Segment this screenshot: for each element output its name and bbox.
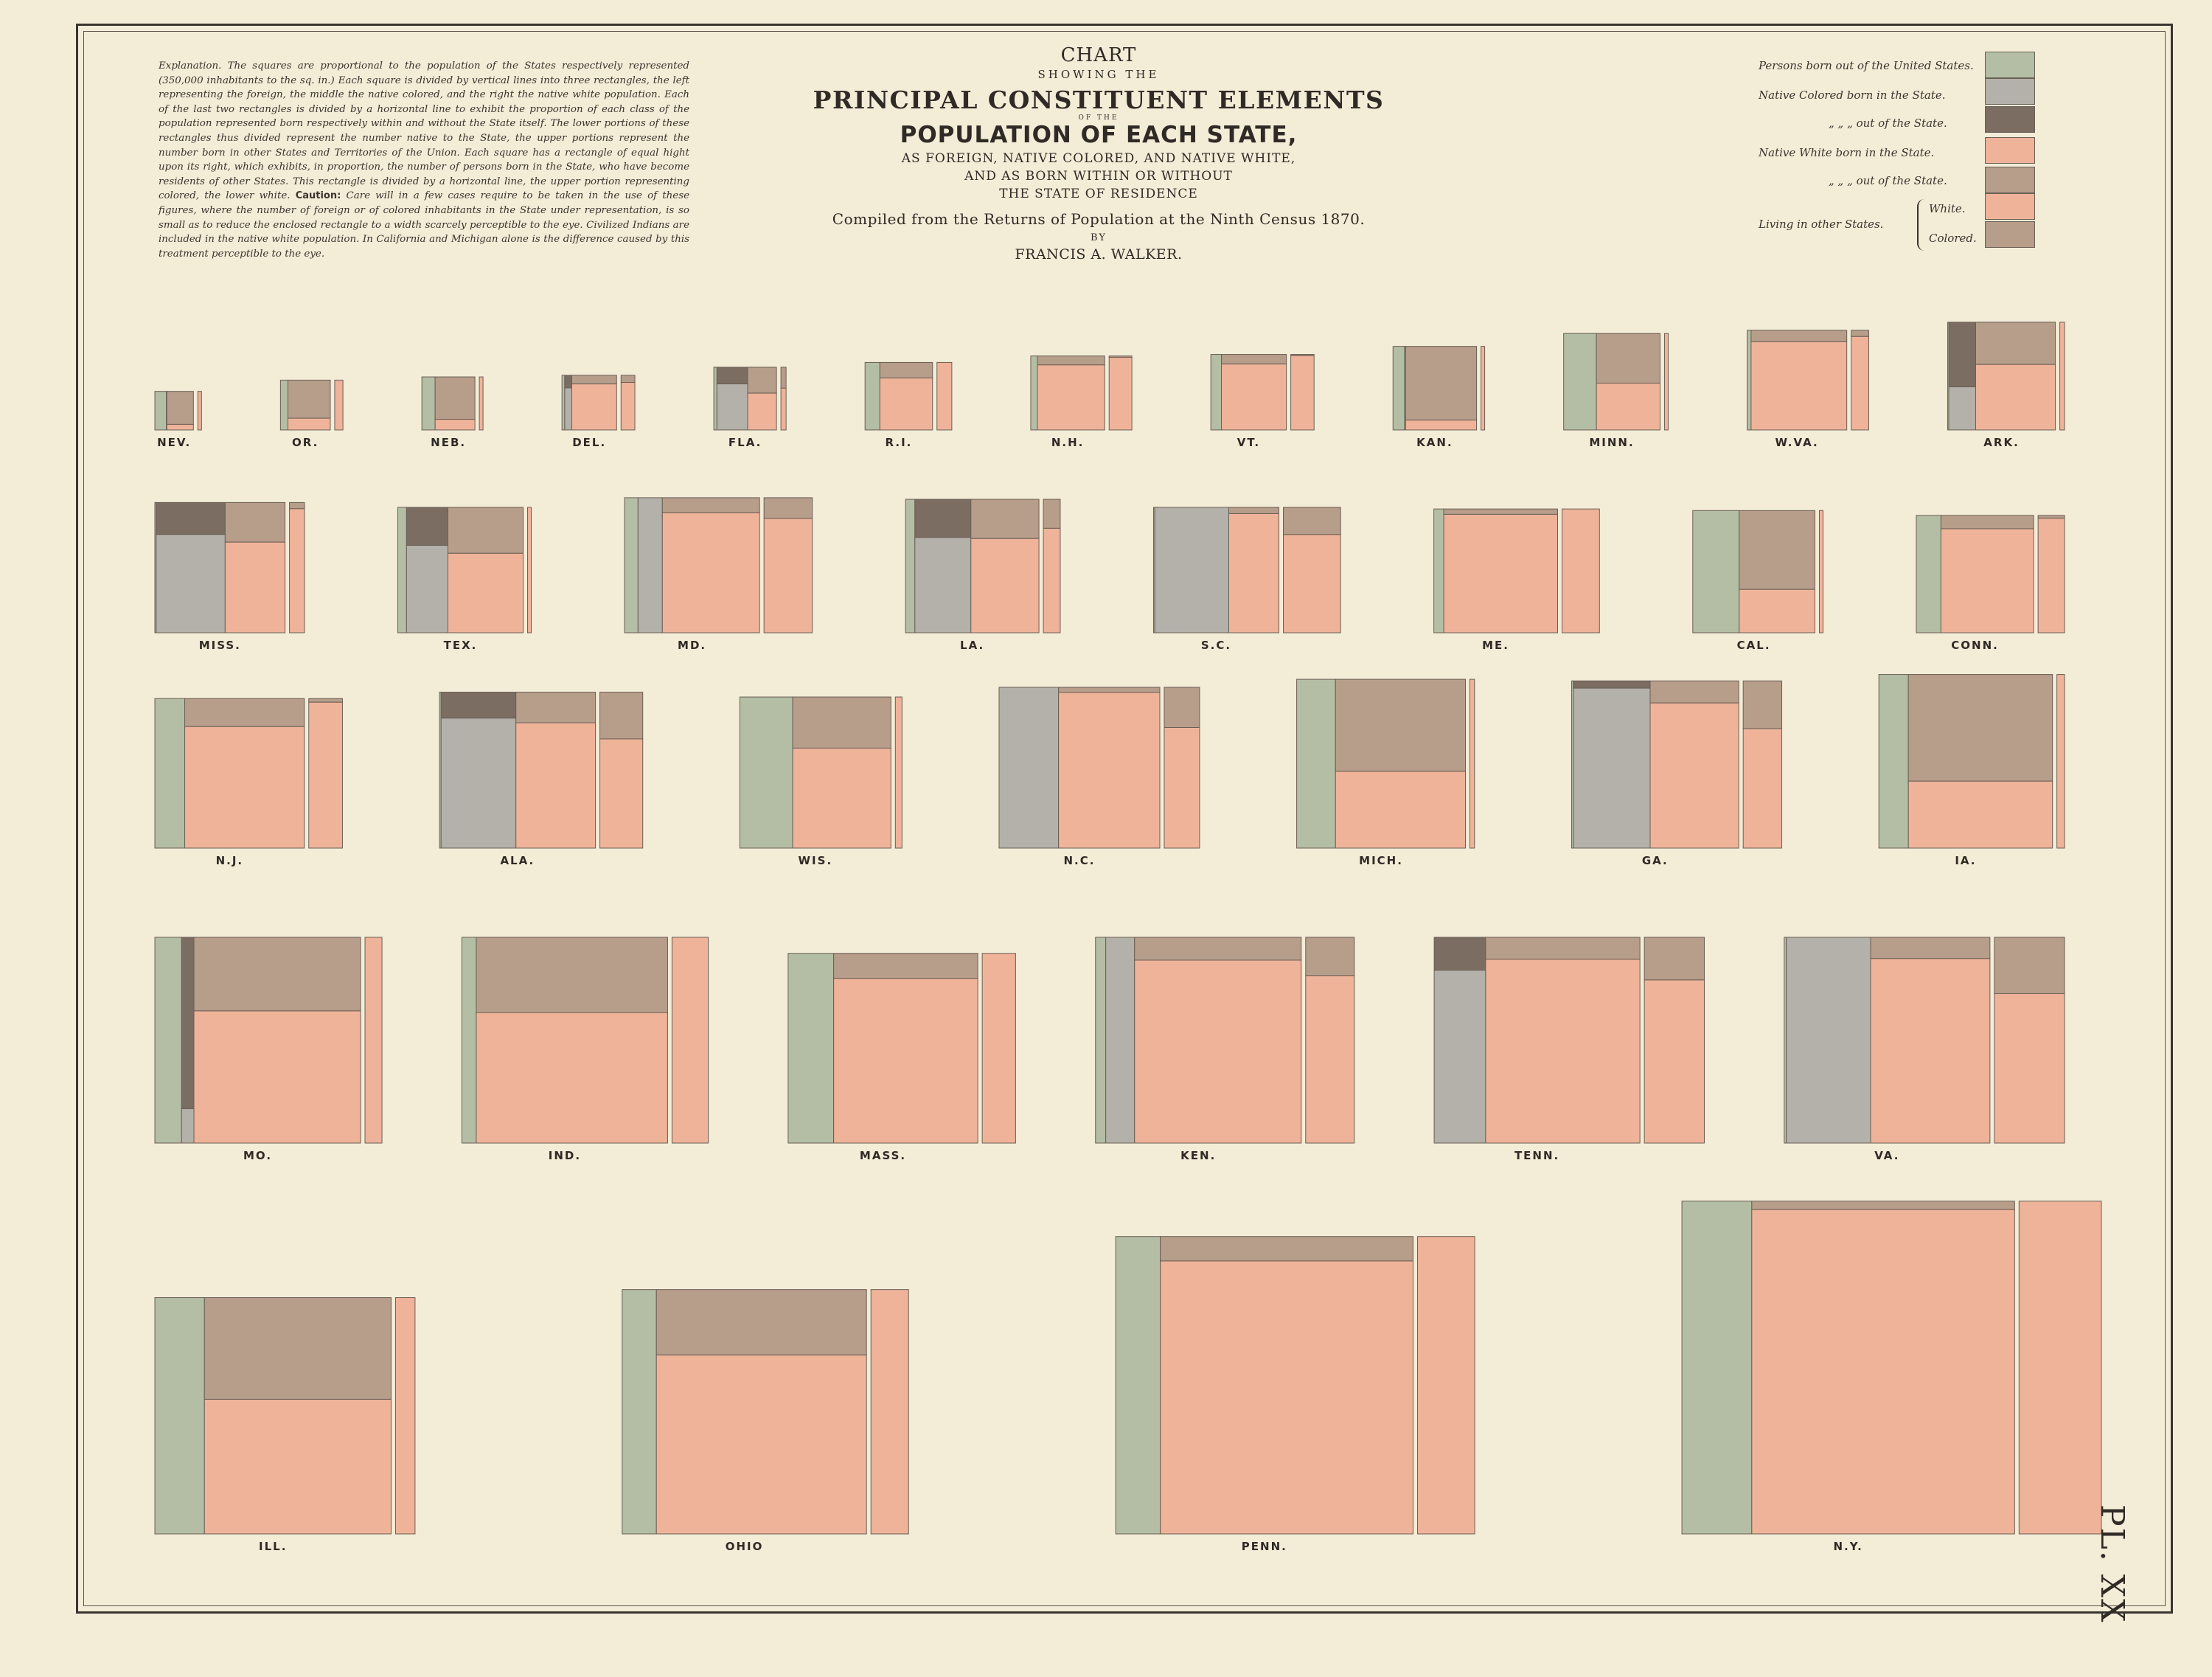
bar-emig-colored-md <box>764 498 812 518</box>
bar-foreign-neb <box>422 377 435 430</box>
bar-white-out-ga <box>1650 681 1739 703</box>
state-label-nc: N.C. <box>1063 854 1096 867</box>
bar-colored-in-va <box>1787 937 1871 1143</box>
bar-emig-white-ny <box>2019 1201 2101 1534</box>
bar-emig-colored-nc <box>1164 687 1200 728</box>
bar-white-out-sc <box>1228 507 1279 514</box>
bar-white-out-tex <box>448 507 524 553</box>
bar-white-out-ill <box>204 1298 391 1400</box>
bar-emig-white-kan <box>1481 347 1485 430</box>
bar-foreign-kan <box>1393 347 1405 430</box>
bar-colored-out-tenn <box>1434 937 1486 971</box>
bar-white-out-fla <box>748 367 776 393</box>
bar-white-out-mich <box>1335 679 1465 771</box>
bar-white-in-wva <box>1751 341 1847 430</box>
state-label-tenn: TENN. <box>1514 1149 1560 1162</box>
bar-white-out-kan <box>1405 347 1476 420</box>
state-label-ala: ALA. <box>500 854 535 867</box>
bar-foreign-minn <box>1564 333 1596 430</box>
bar-colored-in-nc <box>999 687 1059 848</box>
explanation-body: Explanation. The squares are proportional to the population of the States respectively represented (350,000 inhabitants to the sq. in.) Each square is divided by vertical lines into three rectangles, the left representing the foreign, the middle the native colored, and the right the native white population. Each of the last two rectangles is divided by a horizontal line to exhibit the proportion of each class of the population represented born respectively within and without the State itself. The lower portions of these rectangles thus divided represent the number native to the State, the upper portions represent the number born in other States and Territories of the Union. Each square has a rectangle of equal hight upon its right, which exhibits, in proportion, the number of persons born in the State, who have become residents of other States. This rectangle is divided by a horizontal line, the upper portion representing colored, the lower white. <box>159 60 689 202</box>
bar-white-in-vt <box>1222 364 1287 430</box>
bar-emig-white-nev <box>198 392 201 430</box>
state-label-or: OR. <box>292 436 319 449</box>
bar-white-in-va <box>1871 959 1990 1143</box>
state-label-ia: IA. <box>1955 854 1977 867</box>
bar-white-out-neb <box>435 377 475 420</box>
bar-colored-out-del <box>565 375 572 388</box>
title-line-3: THE STATE OF RESIDENCE <box>999 187 1198 201</box>
bar-foreign-mo <box>155 937 181 1143</box>
bar-emig-white-neb <box>479 377 483 430</box>
bar-emig-white-ri <box>937 362 952 430</box>
bar-emig-white-tex <box>528 507 532 633</box>
bar-white-out-cal <box>1739 510 1815 589</box>
state-label-ken: KEN. <box>1180 1149 1217 1162</box>
legend-label-foreign: Persons born out of the United States. <box>1759 59 1974 72</box>
title-compiled: Compiled from the Returns of Population at the Ninth Census 1870. <box>832 210 1366 228</box>
bar-colored-in-fla <box>717 384 748 430</box>
state-label-ga: GA. <box>1641 854 1669 867</box>
legend-label-colored-out: „ „ „ out of the State. <box>1829 117 1947 130</box>
bar-white-out-ia <box>1908 675 2052 782</box>
caution-body: Care will in a few cases require to be taken in the use of these figures, where the number of foreign or of colored inhabitants in the State under representation, is so small as to reduce the enclosed rectangle to a width scarcely perceptible to the eye. Civilized Indians are included in the native white population. In California and Michigan alone is the difference caused by this treatment perceptible to the eye. <box>159 190 689 260</box>
bar-colored-out-mo <box>181 937 194 1109</box>
bar-colored-in-ga <box>1573 688 1650 848</box>
bar-colored-out-ga <box>1573 681 1650 688</box>
legend-label-living-other: Living in other States. <box>1759 218 1884 231</box>
legend-label-white: White. <box>1929 202 1966 215</box>
title-population: POPULATION OF EACH STATE, <box>900 122 1298 148</box>
bar-white-out-wis <box>793 697 891 748</box>
bar-white-out-ny <box>1752 1201 2014 1209</box>
bar-white-in-fla <box>748 393 776 430</box>
bar-white-out-or <box>288 380 330 418</box>
bar-white-in-ark <box>1975 364 2055 430</box>
bar-foreign-vt <box>1211 355 1221 430</box>
bar-emig-colored-tenn <box>1644 937 1704 980</box>
bar-emig-colored-nj <box>309 698 343 702</box>
bar-colored-in-la <box>915 538 971 633</box>
bar-foreign-nh <box>1031 356 1037 430</box>
bar-foreign-fla <box>714 367 717 430</box>
bar-white-in-tenn <box>1486 959 1640 1143</box>
state-label-sc: S.C. <box>1200 639 1232 652</box>
bar-white-in-kan <box>1405 420 1476 430</box>
state-label-cal: CAL. <box>1736 639 1771 652</box>
bar-emig-white-cal <box>1819 510 1823 633</box>
bar-foreign-la <box>905 499 915 633</box>
state-label-penn: PENN. <box>1241 1540 1287 1553</box>
bar-emig-white-fla <box>781 388 786 430</box>
bar-emig-colored-ga <box>1743 681 1781 729</box>
bar-foreign-del <box>562 375 565 430</box>
bar-white-out-nj <box>185 698 305 726</box>
bar-emig-white-ind <box>672 937 708 1143</box>
bar-colored-out-miss <box>156 502 226 534</box>
state-label-wis: WIS. <box>798 854 833 867</box>
bar-emig-white-penn <box>1417 1237 1475 1534</box>
bar-emig-colored-wva <box>1851 330 1869 336</box>
bar-emig-colored-la <box>1043 499 1060 528</box>
bar-white-in-nj <box>185 726 305 848</box>
state-label-ohio: OHIO <box>725 1540 764 1553</box>
bar-white-in-me <box>1444 514 1557 633</box>
state-label-ill: ILL. <box>259 1540 288 1553</box>
bar-foreign-tex <box>397 507 406 633</box>
bar-white-out-nh <box>1037 356 1105 365</box>
bar-white-in-nh <box>1037 365 1105 430</box>
title-showing: SHOWING THE <box>1037 68 1160 81</box>
bar-white-in-la <box>971 538 1039 633</box>
state-label-minn: MINN. <box>1589 436 1635 449</box>
bar-emig-white-wva <box>1851 336 1869 430</box>
bar-emig-white-mass <box>982 954 1015 1143</box>
bar-foreign-ohio <box>622 1290 656 1534</box>
bar-colored-in-sc <box>1155 507 1228 633</box>
bar-emig-colored-va <box>1994 937 2065 994</box>
state-label-md: MD. <box>678 639 707 652</box>
bar-colored-in-miss <box>156 535 226 633</box>
bar-colored-in-ark <box>1949 387 1976 430</box>
bar-colored-in-ala <box>441 718 516 848</box>
bar-foreign-ken <box>1096 937 1106 1143</box>
bar-white-in-nev <box>167 424 193 430</box>
bar-emig-white-nj <box>309 702 343 848</box>
bar-emig-colored-del <box>621 375 635 383</box>
state-label-ind: IND. <box>548 1149 582 1162</box>
bar-white-in-mass <box>834 979 978 1143</box>
bar-emig-white-me <box>1562 509 1599 633</box>
bar-foreign-nj <box>155 698 185 848</box>
bar-white-in-del <box>572 384 617 430</box>
bar-emig-white-md <box>764 518 812 633</box>
bar-white-out-mo <box>194 937 361 1011</box>
bar-foreign-mass <box>788 954 834 1143</box>
bar-emig-white-ill <box>395 1298 414 1534</box>
bar-foreign-ia <box>1879 675 1908 848</box>
bar-white-out-va <box>1871 937 1990 959</box>
bar-foreign-wis <box>740 697 793 848</box>
bar-white-out-ala <box>516 692 596 723</box>
state-label-conn: CONN. <box>1951 639 1999 652</box>
bar-foreign-penn <box>1116 1237 1160 1534</box>
bar-emig-white-sc <box>1284 535 1341 633</box>
bar-white-out-minn <box>1596 333 1660 383</box>
bar-white-in-md <box>662 513 759 633</box>
bar-white-out-ohio <box>656 1290 866 1355</box>
bar-white-out-nc <box>1059 687 1160 692</box>
bar-white-in-wis <box>793 748 891 848</box>
bar-colored-in-ken <box>1106 937 1135 1143</box>
state-label-ark: ARK. <box>1983 436 2020 449</box>
legend-label-colored: Colored. <box>1929 232 1977 245</box>
bar-white-in-miss <box>225 542 285 633</box>
state-label-ny: N.Y. <box>1833 1540 1863 1553</box>
state-label-mass: MASS. <box>859 1149 907 1162</box>
state-label-me: ME. <box>1482 639 1510 652</box>
bar-white-out-conn <box>1941 515 2034 529</box>
state-label-mich: MICH. <box>1359 854 1403 867</box>
title-author: FRANCIS A. WALKER. <box>1015 246 1183 263</box>
bar-colored-in-del <box>565 388 572 430</box>
state-label-la: LA. <box>960 639 985 652</box>
bar-emig-white-minn <box>1664 333 1668 430</box>
bar-white-in-ri <box>880 378 932 430</box>
bar-colored-in-tenn <box>1434 971 1486 1143</box>
bar-colored-out-ala <box>441 692 516 718</box>
bar-emig-colored-fla <box>781 367 786 388</box>
bar-white-in-ken <box>1135 960 1301 1143</box>
state-label-ri: R.I. <box>885 436 913 449</box>
bar-emig-white-la <box>1043 528 1060 633</box>
bar-emig-white-ala <box>600 739 643 848</box>
state-label-nj: N.J. <box>215 854 244 867</box>
bar-white-in-conn <box>1941 529 2034 633</box>
title-by: BY <box>1091 232 1107 243</box>
bar-foreign-me <box>1434 509 1444 633</box>
bar-emig-white-vt <box>1291 355 1315 430</box>
bar-emig-white-tenn <box>1644 980 1704 1143</box>
bar-foreign-conn <box>1916 515 1941 633</box>
title-principal: PRINCIPAL CONSTITUENT ELEMENTS <box>813 86 1385 114</box>
bar-white-out-nev <box>167 392 193 425</box>
title-of-the: OF THE <box>1078 114 1119 122</box>
bar-emig-white-ia <box>2057 675 2065 848</box>
bar-white-out-mass <box>834 954 978 979</box>
bar-foreign-ri <box>865 362 880 430</box>
state-label-tex: TEX. <box>443 639 478 652</box>
bar-colored-out-la <box>915 499 971 538</box>
state-label-miss: MISS. <box>198 639 241 652</box>
bar-white-in-ind <box>476 1013 668 1143</box>
bar-foreign-mich <box>1297 679 1336 848</box>
bar-emig-white-va <box>1994 993 2065 1143</box>
legend-label-white-out: „ „ „ out of the State. <box>1829 174 1947 187</box>
bar-emig-white-ken <box>1306 976 1354 1143</box>
bar-colored-in-md <box>638 498 662 633</box>
title-line-1: AS FOREIGN, NATIVE COLORED, AND NATIVE WHITE, <box>901 151 1296 166</box>
bar-emig-white-conn <box>2038 518 2065 633</box>
bar-emig-white-ark <box>2060 322 2065 430</box>
bar-emig-white-nc <box>1164 728 1200 849</box>
bar-white-out-md <box>662 498 759 513</box>
bar-white-out-penn <box>1161 1237 1413 1261</box>
bar-emig-white-ga <box>1743 729 1781 848</box>
bar-foreign-nev <box>155 392 167 430</box>
bar-white-in-ill <box>204 1399 391 1534</box>
state-label-wva: W.VA. <box>1775 436 1819 449</box>
bar-white-in-mo <box>194 1011 361 1143</box>
caution-label: Caution: <box>295 190 341 202</box>
bar-colored-out-tex <box>406 507 448 546</box>
bar-white-out-vt <box>1222 355 1287 364</box>
bar-white-in-ia <box>1908 781 2052 848</box>
bar-white-in-mich <box>1335 771 1465 848</box>
bar-white-in-or <box>288 418 330 430</box>
bar-foreign-ny <box>1682 1201 1752 1534</box>
title-chart: CHART <box>1060 44 1137 66</box>
bar-foreign-cal <box>1693 510 1739 633</box>
bar-white-out-ri <box>880 362 932 378</box>
bar-white-out-me <box>1444 509 1557 514</box>
state-label-neb: NEB. <box>431 436 467 449</box>
bar-emig-colored-conn <box>2038 515 2065 518</box>
bar-colored-out-fla <box>717 367 748 384</box>
bar-emig-colored-ala <box>600 692 643 739</box>
state-label-vt: VT. <box>1237 436 1261 449</box>
bar-white-in-ala <box>516 723 596 848</box>
bar-white-in-cal <box>1739 589 1815 633</box>
bar-colored-in-tex <box>406 545 448 633</box>
bar-white-in-ga <box>1650 703 1739 848</box>
bar-emig-colored-sc <box>1284 507 1341 535</box>
bar-white-in-minn <box>1596 383 1660 430</box>
state-label-kan: KAN. <box>1416 436 1453 449</box>
bar-white-out-ind <box>476 937 668 1013</box>
state-label-fla: FLA. <box>728 436 762 449</box>
state-label-del: DEL. <box>572 436 607 449</box>
legend-label-white-in: Native White born in the State. <box>1759 146 1935 159</box>
bar-white-in-ohio <box>656 1355 866 1534</box>
state-label-nh: N.H. <box>1051 436 1085 449</box>
bar-foreign-ind <box>462 937 476 1143</box>
bar-white-out-wva <box>1751 330 1847 341</box>
bar-emig-white-nh <box>1109 358 1132 430</box>
legend-label-colored-in: Native Colored born in the State. <box>1759 88 1946 102</box>
bar-emig-white-wis <box>895 697 902 848</box>
bar-white-in-nc <box>1059 692 1160 848</box>
bar-emig-white-del <box>621 383 635 430</box>
bar-white-in-tex <box>448 553 524 633</box>
bar-emig-white-miss <box>290 509 305 633</box>
bar-white-out-ken <box>1135 937 1301 960</box>
bar-emig-colored-ken <box>1306 937 1354 976</box>
bar-white-in-penn <box>1161 1261 1413 1534</box>
state-label-nev: NEV. <box>157 436 192 449</box>
bar-emig-white-mich <box>1470 679 1474 848</box>
bar-white-out-tenn <box>1486 937 1640 959</box>
title-line-2: AND AS BORN WITHIN OR WITHOUT <box>964 169 1233 184</box>
bar-white-out-del <box>572 375 617 384</box>
bar-foreign-ill <box>155 1298 204 1534</box>
bar-white-in-neb <box>435 420 475 430</box>
bar-foreign-wva <box>1747 330 1751 430</box>
bar-white-out-miss <box>225 502 285 542</box>
bar-white-in-ny <box>1752 1209 2014 1534</box>
bar-white-out-ark <box>1975 322 2055 364</box>
plate-number: PL. XX <box>2093 1504 2131 1624</box>
bar-emig-colored-miss <box>290 502 305 508</box>
bar-colored-out-ark <box>1949 322 1976 387</box>
bar-white-in-sc <box>1228 513 1279 633</box>
bar-foreign-or <box>280 380 288 430</box>
bar-colored-in-mo <box>181 1108 194 1143</box>
bar-emig-white-ohio <box>871 1290 908 1534</box>
bar-foreign-md <box>625 498 638 633</box>
bar-emig-white-mo <box>365 937 382 1143</box>
bar-white-out-la <box>971 499 1039 538</box>
state-label-mo: MO. <box>243 1149 273 1162</box>
bar-emig-white-or <box>335 380 343 430</box>
state-label-va: VA. <box>1874 1149 1900 1162</box>
